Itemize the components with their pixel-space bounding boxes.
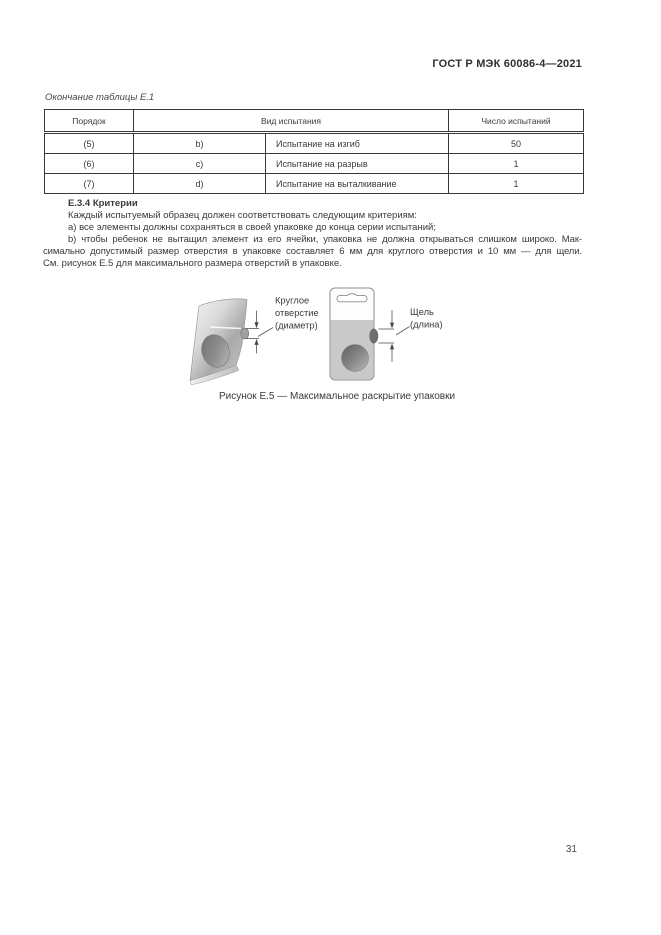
cell-test-name: Испытание на разрыв bbox=[266, 154, 449, 174]
round-hole-label-line: (диаметр) bbox=[275, 320, 318, 331]
round-hole-label-line: Круглое bbox=[275, 295, 310, 306]
round-hole-label-line: отверстие bbox=[275, 308, 319, 318]
round-opening-bump bbox=[241, 328, 249, 339]
criteria-item-b-line1: b) чтобы ребенок не вытащил элемент из его ячейки, упаковка не должна открываться слишком широко. Мак- bbox=[68, 234, 582, 245]
doc-number-header: ГОСТ Р МЭК 60086-4—2021 bbox=[432, 58, 582, 70]
cell-order: (7) bbox=[45, 174, 134, 194]
page-number: 31 bbox=[565, 844, 577, 855]
table-row bbox=[45, 133, 584, 154]
table-header-row bbox=[45, 110, 584, 133]
cell-letter: b) bbox=[134, 133, 266, 154]
figure-e5 bbox=[170, 285, 470, 390]
criteria-item-b-line2: симально допустимый размер отверстия в упаковке составляет 6 мм для круглого отверстия и 10 мм — для щели. bbox=[43, 246, 582, 257]
section-heading: Е.3.4 Критерии bbox=[68, 198, 138, 209]
criteria-item-b-line3: См. рисунок Е.5 для максимального размера отверстий в упаковке. bbox=[43, 258, 342, 269]
hang-slot bbox=[337, 294, 367, 302]
blister-card-illustration bbox=[330, 288, 378, 380]
criteria-intro: Каждый испытуемый образец должен соответствовать следующим критериям: bbox=[68, 210, 417, 221]
dimension-arrow-icon bbox=[390, 323, 394, 329]
cell-order: (6) bbox=[45, 154, 134, 174]
dimension-arrow-icon bbox=[255, 322, 259, 328]
table-row bbox=[45, 174, 584, 194]
criteria-section bbox=[43, 198, 582, 270]
dimension-arrow-icon bbox=[255, 339, 259, 345]
round-hole-dimension bbox=[246, 311, 273, 354]
col-header-order: Порядок bbox=[45, 110, 134, 133]
table-row bbox=[45, 154, 584, 174]
cell-order: (5) bbox=[45, 133, 134, 154]
criteria-item-a: а) все элементы должны сохраняться в своей упаковке до конца серии испытаний; bbox=[68, 222, 436, 233]
col-header-test-count: Число испытаний bbox=[449, 110, 584, 133]
figure-illustration bbox=[170, 285, 470, 390]
dimension-arrow-icon bbox=[390, 343, 394, 349]
cell-test-name: Испытание на изгиб bbox=[266, 133, 449, 154]
battery-cell bbox=[342, 345, 369, 372]
cell-count: 1 bbox=[449, 174, 584, 194]
cell-test-name: Испытание на выталкивание bbox=[266, 174, 449, 194]
cell-letter: d) bbox=[134, 174, 266, 194]
label-leader-line bbox=[396, 327, 410, 336]
figure-caption: Рисунок Е.5 — Максимальное раскрытие упаковки bbox=[218, 391, 456, 402]
table-continuation-caption: Окончание таблицы Е.1 bbox=[45, 92, 155, 103]
package-sheet-illustration bbox=[190, 299, 249, 385]
col-header-test-type: Вид испытания bbox=[134, 110, 449, 133]
slot-label bbox=[410, 307, 443, 330]
slot-opening-bump bbox=[370, 329, 378, 343]
round-hole-label bbox=[275, 296, 319, 331]
cell-count: 50 bbox=[449, 133, 584, 154]
cell-letter: c) bbox=[134, 154, 266, 174]
cell-count: 1 bbox=[449, 154, 584, 174]
slot-label-line: (длина) bbox=[410, 319, 443, 330]
slot-dimension bbox=[379, 310, 410, 362]
slot-label-line: Щель bbox=[410, 307, 434, 317]
label-leader-line bbox=[258, 328, 273, 337]
test-sequence-table bbox=[44, 109, 584, 194]
